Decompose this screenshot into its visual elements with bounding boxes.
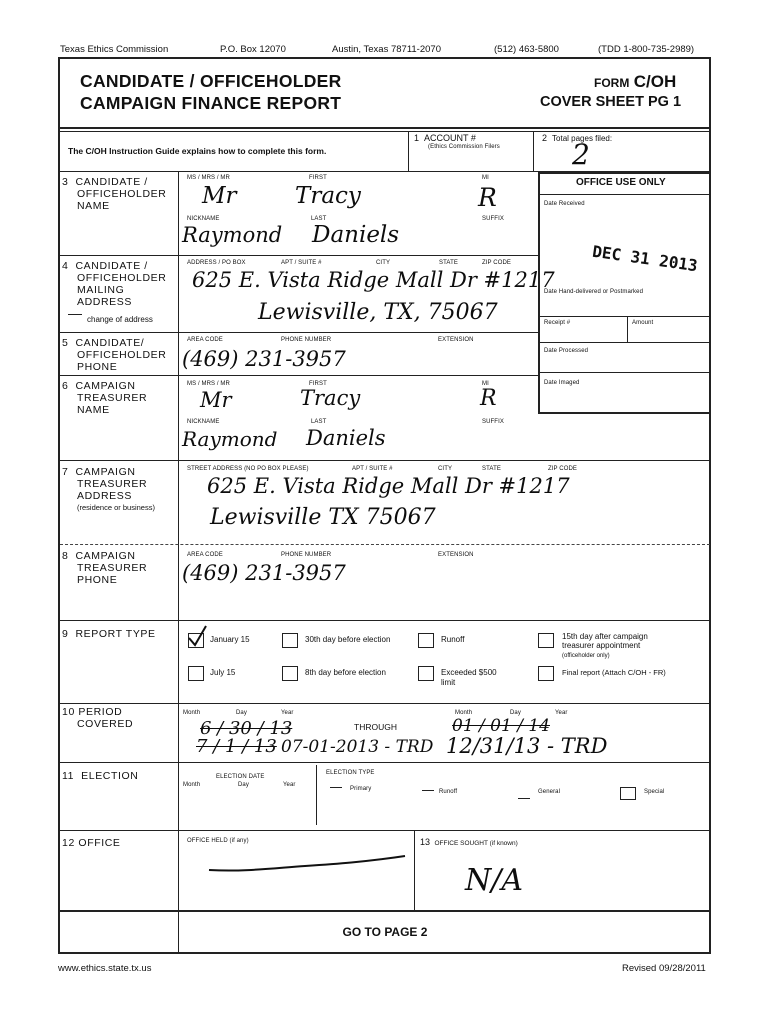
s4-h-addr: ADDRESS / PO BOX bbox=[187, 260, 246, 266]
date-imaged-label: Date Imaged bbox=[544, 380, 580, 386]
date-hand-delivered-label: Date Hand-delivered or Postmarked bbox=[544, 289, 644, 295]
treasurer-mi[interactable]: R bbox=[480, 386, 497, 411]
through-label: THROUGH bbox=[354, 722, 397, 732]
s6-h-last: LAST bbox=[311, 419, 327, 425]
section-10-label: 10 PERIOD COVERED bbox=[62, 706, 134, 730]
cover-sheet-label: COVER SHEET PG 1 bbox=[540, 94, 682, 110]
s8-h-ext: EXTENSION bbox=[438, 552, 474, 558]
election-year-header: Year bbox=[283, 782, 296, 788]
form-code: C/OH bbox=[633, 72, 677, 91]
period-to-month-header: Month bbox=[455, 710, 473, 716]
period-to-struck: 01 / 01 / 14 bbox=[452, 716, 550, 736]
report-type-8th-day-checkbox[interactable] bbox=[282, 666, 298, 681]
election-day-header: Day bbox=[238, 782, 249, 788]
date-received-label: Date Received bbox=[544, 201, 585, 207]
section-11-label: 11 ELECTION bbox=[62, 770, 139, 782]
form-prefix: FORM bbox=[594, 76, 630, 90]
s4-h-zip: ZIP CODE bbox=[482, 260, 512, 266]
period-from-day-header: Day bbox=[236, 710, 247, 716]
mailing-address-line2[interactable]: Lewisville, TX, 75067 bbox=[258, 300, 498, 325]
account-label: 1 ACCOUNT # bbox=[414, 133, 476, 143]
treasurer-first[interactable]: Tracy bbox=[300, 386, 361, 410]
election-month-header: Month bbox=[183, 782, 201, 788]
election-general-label: General bbox=[538, 789, 561, 795]
section-12-label: 12 OFFICE bbox=[62, 837, 121, 849]
section-13-label: 13 OFFICE SOUGHT (if known) bbox=[420, 837, 518, 847]
candidate-mi[interactable]: R bbox=[478, 183, 497, 212]
s3-h-first: FIRST bbox=[309, 175, 327, 181]
header-agency: Texas Ethics Commission bbox=[60, 44, 169, 55]
report-type-final-checkbox[interactable] bbox=[538, 666, 554, 681]
report-type-15th-day-label: 15th day after campaign treasurer appointment (officeholder only) bbox=[562, 632, 648, 659]
instruction-text: The C/OH Instruction Guide explains how to complete this form. bbox=[68, 146, 327, 156]
section-6-label: 6 CAMPAIGN TREASURER NAME bbox=[62, 380, 148, 416]
section-7-label: 7 CAMPAIGN TREASURER ADDRESS bbox=[62, 466, 148, 502]
candidate-nickname[interactable]: Raymond bbox=[182, 223, 283, 247]
header-tdd: (TDD 1-800-735-2989) bbox=[598, 44, 695, 55]
section-8-label: 8 CAMPAIGN TREASURER PHONE bbox=[62, 550, 148, 586]
s6-h-first: FIRST bbox=[309, 381, 327, 387]
office-held-dash-line bbox=[205, 852, 410, 876]
election-runoff-checkbox[interactable] bbox=[422, 790, 434, 791]
treasurer-address-line1[interactable]: 625 E. Vista Ridge Mall Dr #1217 bbox=[207, 474, 570, 498]
check-mark-icon bbox=[186, 624, 208, 648]
period-from-overwrite: 7 / 1 / 13 bbox=[196, 736, 277, 757]
period-from-struck: 6 / 30 / 13 bbox=[200, 718, 293, 739]
election-primary-label: Primary bbox=[350, 786, 372, 792]
candidate-first[interactable]: Tracy bbox=[295, 183, 361, 209]
section-9-label: 9 REPORT TYPE bbox=[62, 628, 156, 640]
report-type-exceeded-checkbox[interactable] bbox=[418, 666, 434, 681]
period-from-date[interactable]: 07-01-2013 - TRD bbox=[281, 737, 434, 757]
total-pages-value[interactable]: 2 bbox=[572, 138, 590, 171]
treasurer-last[interactable]: Daniels bbox=[306, 426, 386, 450]
receipt-label: Receipt # bbox=[544, 320, 571, 326]
received-stamp: DEC 31 2013 bbox=[591, 241, 699, 276]
s7-h-apt: APT / SUITE # bbox=[352, 466, 393, 472]
election-special-label: Special bbox=[644, 789, 665, 795]
header-phone: (512) 463-5800 bbox=[494, 44, 559, 55]
account-sub: (Ethics Commission Filers bbox=[428, 144, 500, 150]
election-date-header: ELECTION DATE bbox=[216, 774, 265, 780]
report-type-exceeded-label: Exceeded $500 limit bbox=[441, 668, 497, 687]
s5-h-phone: PHONE NUMBER bbox=[281, 337, 332, 343]
total-pages-label: 2 Total pages filed: bbox=[542, 133, 613, 143]
s3-h-nick: NICKNAME bbox=[187, 216, 220, 222]
go-to-page-2: GO TO PAGE 2 bbox=[342, 925, 428, 939]
s4-h-city: CITY bbox=[376, 260, 391, 266]
report-type-15th-day-checkbox[interactable] bbox=[538, 633, 554, 648]
period-to-year-header: Year bbox=[555, 710, 568, 716]
mailing-address-line1[interactable]: 625 E. Vista Ridge Mall Dr #1217 bbox=[192, 268, 555, 292]
s6-h-suffix: SUFFIX bbox=[482, 419, 504, 425]
s8-h-area: AREA CODE bbox=[187, 552, 223, 558]
section-4-label: 4 CANDIDATE / OFFICEHOLDER MAILING ADDRESS bbox=[62, 260, 167, 308]
treasurer-nickname[interactable]: Raymond bbox=[182, 427, 278, 451]
header-city: Austin, Texas 78711-2070 bbox=[332, 44, 441, 55]
report-type-8th-day-label: 8th day before election bbox=[305, 668, 386, 677]
candidate-prefix[interactable]: Mr bbox=[202, 183, 237, 209]
change-of-address-checkbox[interactable] bbox=[68, 314, 82, 315]
period-to-day-header: Day bbox=[510, 710, 521, 716]
s7-sub: (residence or business) bbox=[77, 503, 155, 512]
change-of-address-label: change of address bbox=[87, 315, 153, 324]
s3-h-suffix: SUFFIX bbox=[482, 216, 504, 222]
period-from-month-header: Month bbox=[183, 710, 201, 716]
report-type-30th-day-checkbox[interactable] bbox=[282, 633, 298, 648]
report-type-final-label: Final report (Attach C/OH - FR) bbox=[562, 668, 666, 677]
election-general-checkbox[interactable] bbox=[518, 798, 530, 799]
report-type-july-15-checkbox[interactable] bbox=[188, 666, 204, 681]
candidate-last[interactable]: Daniels bbox=[312, 222, 400, 248]
footer-url: www.ethics.state.tx.us bbox=[58, 963, 152, 974]
period-from-year-header: Year bbox=[281, 710, 294, 716]
section-5-label: 5 CANDIDATE/ OFFICEHOLDER PHONE bbox=[62, 337, 167, 373]
s5-h-ext: EXTENSION bbox=[438, 337, 474, 343]
election-primary-checkbox[interactable] bbox=[330, 787, 342, 788]
candidate-phone[interactable]: (469) 231-3957 bbox=[182, 347, 346, 371]
office-sought-value[interactable]: N/A bbox=[465, 863, 524, 898]
footer-revised: Revised 09/28/2011 bbox=[622, 963, 706, 974]
s4-h-state: STATE bbox=[439, 260, 458, 266]
election-runoff-label: Runoff bbox=[439, 789, 458, 795]
report-type-30th-day-label: 30th day before election bbox=[305, 635, 391, 644]
s6-h-ms: MS / MRS / MR bbox=[187, 381, 230, 387]
office-held-header: OFFICE HELD (if any) bbox=[187, 838, 249, 844]
form-title-line2: CAMPAIGN FINANCE REPORT bbox=[80, 93, 342, 113]
section-3-label: 3 CANDIDATE / OFFICEHOLDER NAME bbox=[62, 176, 167, 212]
header-po-box: P.O. Box 12070 bbox=[220, 44, 286, 55]
report-type-january-15-label: January 15 bbox=[210, 635, 250, 644]
report-type-runoff-checkbox[interactable] bbox=[418, 633, 434, 648]
s7-h-zip: ZIP CODE bbox=[548, 466, 578, 472]
report-type-runoff-label: Runoff bbox=[441, 635, 465, 644]
period-to-date[interactable]: 12/31/13 - TRD bbox=[446, 734, 608, 758]
report-type-july-15-label: July 15 bbox=[210, 668, 236, 677]
election-type-header: ELECTION TYPE bbox=[326, 770, 375, 776]
s5-h-area: AREA CODE bbox=[187, 337, 223, 343]
s7-h-street: STREET ADDRESS (NO PO BOX PLEASE) bbox=[187, 466, 309, 472]
form-title-line1: CANDIDATE / OFFICEHOLDER bbox=[80, 71, 342, 91]
s7-h-state: STATE bbox=[482, 466, 501, 472]
treasurer-prefix[interactable]: Mr bbox=[200, 388, 232, 412]
s7-h-city: CITY bbox=[438, 466, 453, 472]
s3-h-mi: MI bbox=[482, 175, 489, 181]
s3-h-last: LAST bbox=[311, 216, 327, 222]
election-special-checkbox[interactable] bbox=[620, 787, 636, 800]
form-id bbox=[594, 72, 676, 92]
s6-h-nick: NICKNAME bbox=[187, 419, 220, 425]
s3-h-ms: MS / MRS / MR bbox=[187, 175, 230, 181]
treasurer-address-line2[interactable]: Lewisville TX 75067 bbox=[210, 505, 436, 530]
date-processed-label: Date Processed bbox=[544, 348, 589, 354]
s4-h-apt: APT / SUITE # bbox=[281, 260, 322, 266]
s6-h-mi: MI bbox=[482, 381, 489, 387]
amount-label: Amount bbox=[632, 320, 654, 326]
treasurer-phone[interactable]: (469) 231-3957 bbox=[182, 561, 346, 585]
office-use-title: OFFICE USE ONLY bbox=[576, 177, 666, 188]
s8-h-phone: PHONE NUMBER bbox=[281, 552, 332, 558]
